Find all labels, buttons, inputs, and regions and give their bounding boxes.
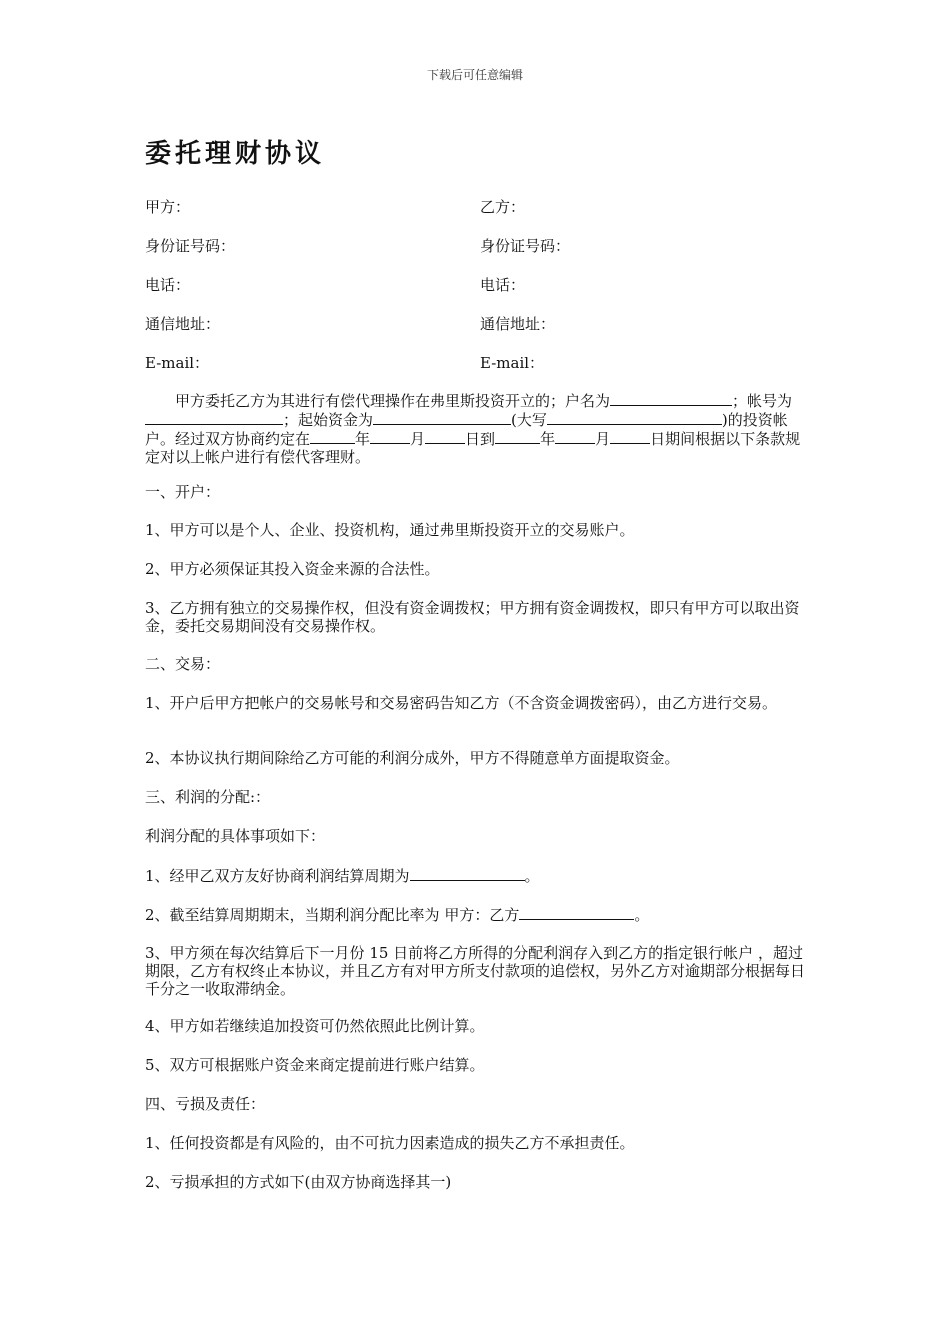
account-number-blank [145,410,283,425]
settlement-period-blank [410,866,525,881]
account-name-blank [610,391,732,406]
start-year-blank [310,429,355,444]
intro-text-5: )的投资帐户。经过双方协商约定在 [145,411,788,448]
party-a-id-label: 身份证号码： [145,237,236,255]
end-day-blank [610,429,650,444]
party-b-phone-label: 电话： [480,276,526,294]
profit-ratio-end: 。 [634,906,650,924]
profit-ratio-blank [519,905,634,920]
section-4-item-2: 2、亏损承担的方式如下(由双方协商选择其一) [145,1173,452,1191]
section-2-item-1: 1、开户后甲方把帐户的交易帐号和交易密码告知乙方（不含资金调拨密码），由乙方进行交易。 [145,694,778,712]
header-note: 下载后可任意编辑 [426,68,523,82]
start-day-blank [425,429,465,444]
section-1-item-2: 2、甲方必须保证其投入资金来源的合法性。 [145,560,440,578]
section-3-item-1 [145,866,810,885]
section-3-heading: 三、利润的分配:： [145,788,271,806]
intro-text-8: 日到 [465,430,496,448]
profit-ratio-text: 2、截至结算周期期末，当期利润分配比率为 甲方：乙方 [145,906,520,924]
party-a-address-label: 通信地址： [145,315,221,333]
section-4-item-1: 1、任何投资都是有风险的，由不可抗力因素造成的损失乙方不承担责任。 [145,1134,635,1152]
section-3-item-3: 3、甲方须在每次结算后下一月份 15 日前将乙方所得的分配利润存入到乙方的指定银行帐户 ，超过期限，乙方有权终止本协议，并且乙方有对甲方所支付款项的追偿权，另外乙方对逾期部分根据每日千分之一收取滞纳金。 [145,944,806,998]
party-a-phone-label: 电话： [145,276,191,294]
intro-text-3: ；起始资金为 [283,411,374,429]
intro-text-1: 甲方委托乙方为其进行有偿代理操作在弗里斯投资开立的；户名为 [175,392,611,410]
end-month-blank [555,429,595,444]
section-3-item-5: 5、双方可根据账户资金来商定提前进行账户结算。 [145,1056,485,1074]
intro-paragraph [145,391,810,466]
section-3-intro: 利润分配的具体事项如下： [145,827,326,845]
section-3-item-2 [145,905,810,924]
initial-capital-blank [373,410,511,425]
start-month-blank [370,429,410,444]
capital-uppercase-blank [547,410,722,425]
party-b-address-label: 通信地址： [480,315,556,333]
section-1-item-3: 3、乙方拥有独立的交易操作权，但没有资金调拨权；甲方拥有资金调拨权，即只有甲方可以取出资金，委托交易期间没有交易操作权。 [145,599,800,635]
intro-text-2: ；帐号为 [732,392,793,410]
party-b-id-label: 身份证号码： [480,237,571,255]
intro-text-9: 年 [540,430,556,448]
intro-text-10: 月 [595,430,611,448]
page-title: 委托理财协议 [145,139,326,169]
intro-text-6: 年 [355,430,371,448]
party-b-email-label: E-mail： [480,354,545,372]
intro-text-7: 月 [410,430,426,448]
settlement-period-text: 1、经甲乙双方友好协商利润结算周期为 [145,867,410,885]
section-1-heading: 一、开户： [145,483,221,501]
section-2-heading: 二、交易： [145,655,221,673]
section-4-heading: 四、亏损及责任： [145,1095,266,1113]
intro-text-11: 日期间根据以下条款规定对以上帐户进行有偿代客理财。 [145,430,801,466]
party-b-name-label: 乙方： [480,198,526,216]
settlement-period-end: 。 [524,867,540,885]
section-1-item-1: 1、甲方可以是个人、企业、投资机构，通过弗里斯投资开立的交易账户。 [145,521,635,539]
end-year-blank [495,429,540,444]
intro-text-4: (大写 [511,411,547,429]
section-2-item-2: 2、本协议执行期间除给乙方可能的利润分成外，甲方不得随意单方面提取资金。 [145,749,680,767]
party-a-email-label: E-mail： [145,354,210,372]
section-3-item-4: 4、甲方如若继续追加投资可仍然依照此比例计算。 [145,1017,485,1035]
party-a-name-label: 甲方： [145,198,191,216]
